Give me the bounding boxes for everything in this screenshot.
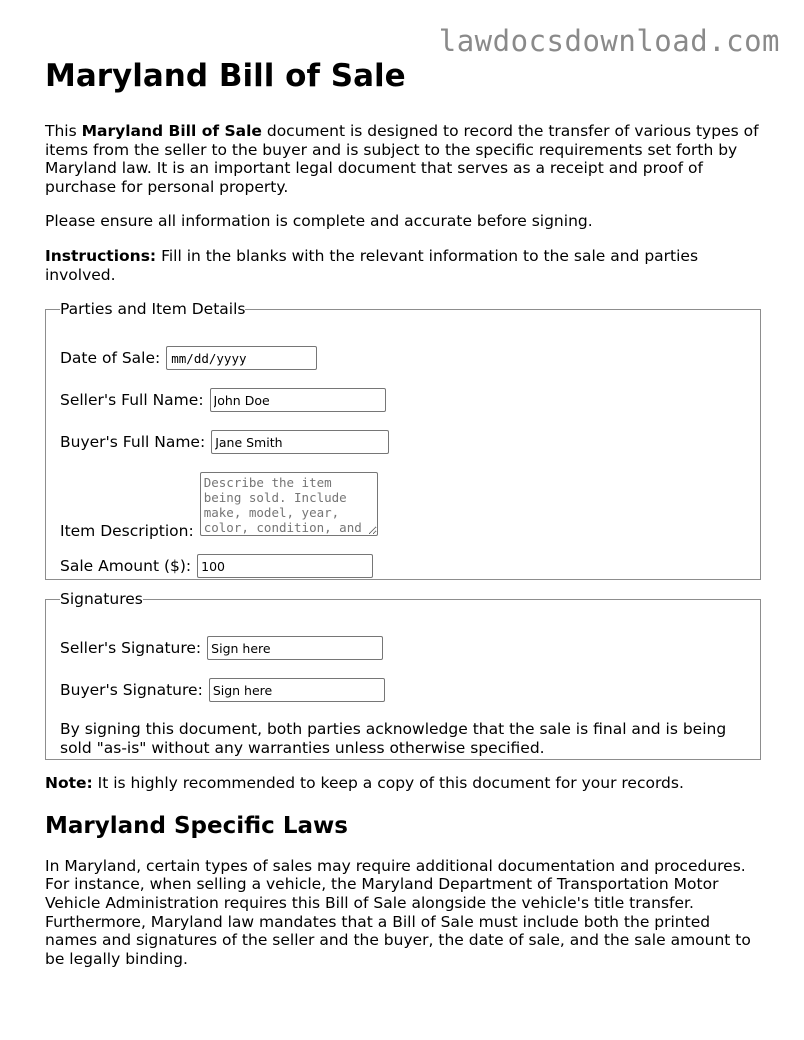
seller-signature-label: Seller's Signature: bbox=[60, 639, 202, 658]
buyer-signature-row bbox=[60, 678, 746, 702]
buyer-name-input[interactable] bbox=[211, 430, 389, 454]
ensure-paragraph: Please ensure all information is complete and accurate before signing. bbox=[45, 212, 593, 231]
seller-name-label: Seller's Full Name: bbox=[60, 391, 204, 410]
instructions-text: Fill in the blanks with the relevant information to the sale and parties involved. bbox=[45, 246, 699, 284]
instructions-label: Instructions: bbox=[45, 246, 157, 265]
laws-heading: Maryland Specific Laws bbox=[45, 812, 348, 839]
buyer-signature-input[interactable] bbox=[209, 678, 385, 702]
page-title: Maryland Bill of Sale bbox=[45, 58, 406, 94]
parties-fieldset bbox=[45, 300, 761, 580]
intro-rest: document is designed to record the transfer of various types of items from the seller to the buyer and is subject to the specific requirements set forth by Maryland law. It is an important legal document that serves as a receipt and proof of purchase for personal property. bbox=[45, 122, 759, 196]
buyer-signature-label: Buyer's Signature: bbox=[60, 681, 203, 700]
buyer-name-row bbox=[60, 430, 746, 454]
signatures-legend: Signatures bbox=[60, 590, 143, 609]
item-description-row bbox=[60, 472, 746, 541]
acknowledgement-text: By signing this document, both parties acknowledge that the sale is final and is being sold "as-is" without any warranties unless otherwise specified. bbox=[60, 720, 727, 757]
note-text: It is highly recommended to keep a copy of this document for your records. bbox=[92, 774, 684, 793]
instructions-paragraph bbox=[45, 247, 761, 284]
watermark: lawdocsdownload.com bbox=[438, 24, 780, 58]
sale-amount-label: Sale Amount ($): bbox=[60, 557, 192, 576]
note-label: Note: bbox=[45, 774, 93, 793]
parties-legend: Parties and Item Details bbox=[60, 300, 246, 319]
item-description-label: Item Description: bbox=[60, 522, 194, 541]
seller-signature-input[interactable] bbox=[207, 636, 383, 660]
intro-prefix: This bbox=[45, 122, 82, 140]
buyer-name-label: Buyer's Full Name: bbox=[60, 433, 206, 452]
note-paragraph bbox=[45, 774, 761, 793]
signatures-fieldset bbox=[45, 590, 761, 760]
seller-name-input[interactable] bbox=[210, 388, 386, 412]
seller-signature-row bbox=[60, 636, 746, 660]
date-placeholder: mm/dd/yyyy bbox=[171, 350, 247, 366]
sale-amount-row bbox=[60, 554, 746, 578]
date-of-sale-input[interactable] bbox=[166, 346, 317, 370]
laws-paragraph: In Maryland, certain types of sales may require additional documentation and procedures. For instance, when selling a vehicle, the Maryland Department of Transportation Motor Vehicle Administration requires this Bill of Sale alongside the vehicle's title transfer. Furthermore, Maryland law mandates that a Bill of Sale must include both the printed names and signatures of the seller and the buyer, the date of sale, and the sale amount to be legally binding. bbox=[45, 856, 751, 968]
date-label: Date of Sale: bbox=[60, 349, 161, 368]
intro-bold: Maryland Bill of Sale bbox=[81, 122, 262, 140]
date-row bbox=[60, 346, 746, 370]
item-description-textarea[interactable] bbox=[200, 472, 378, 536]
intro-paragraph bbox=[45, 122, 761, 196]
seller-name-row bbox=[60, 388, 746, 412]
document bbox=[45, 56, 761, 984]
sale-amount-input[interactable] bbox=[197, 554, 373, 578]
